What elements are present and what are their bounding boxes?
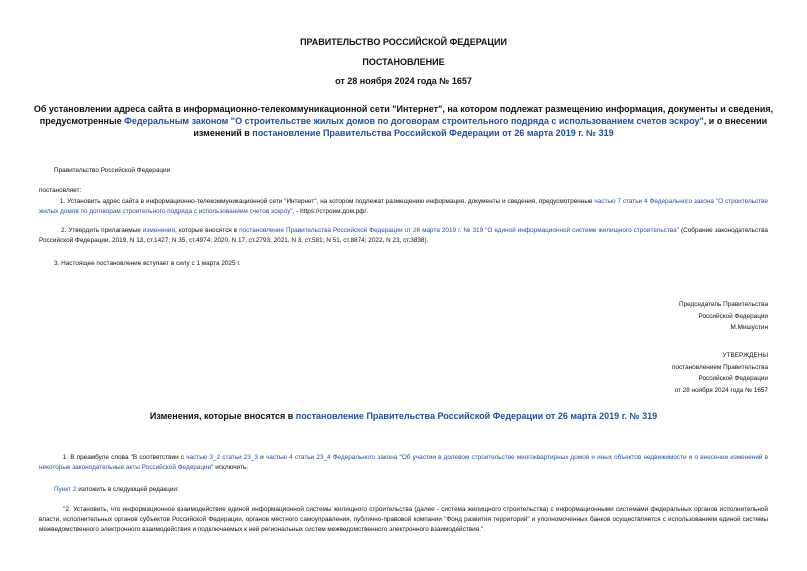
p1-link-law[interactable]: частью 7 статьи 4 Федерального закона "О строительстве жилых домов по договорам строительного подряда с использованием счетов эскроу": [39, 198, 768, 215]
c2-link-item2[interactable]: Пункт 2: [54, 486, 77, 493]
signature-name: М.Мишустин: [730, 324, 768, 331]
government-heading: ПРАВИТЕЛЬСТВО РОССИЙСКОЙ ФЕДЕРАЦИИ: [300, 37, 507, 47]
signature-title: Председатель Правительства: [679, 301, 768, 308]
approved-date: от 28 ноября 2024 года № 1657: [674, 386, 768, 394]
c1-text-a: 1. В преамбуле слова "В соответствии с: [62, 454, 187, 461]
title-link-federal-law[interactable]: Федеральным законом "О строительстве жилых домов по договорам строительного подряда с использованием счетов эскроу": [124, 116, 704, 126]
c1-text-d: " исключить.: [211, 464, 249, 471]
paragraph-3: 3. Настоящее постановление вступает в силу с 1 марта 2025 г.: [54, 260, 241, 267]
approved-by: постановлением Правительства: [672, 363, 768, 371]
document-date: от 28 ноября 2024 года № 1657: [335, 76, 472, 86]
approved-country: Российской Федерации: [698, 375, 768, 382]
approved-block: [672, 350, 768, 396]
title-text-1: Об установлении адреса сайта в информационно-телекоммуникационной сети "Интернет", на котором подлежат размещению информация, документы и сведения, предусмотренные: [33, 104, 774, 126]
c1-link-part3[interactable]: частью 3_2 статьи 23_3: [186, 454, 258, 461]
paragraph-1: [39, 197, 768, 217]
change-2: [54, 485, 179, 495]
changes-title: [0, 411, 807, 421]
paragraph-2: [39, 226, 768, 246]
c1-link-part4[interactable]: частью 4 статьи 23_4 Федерального закона: [265, 454, 398, 461]
approved-label: УТВЕРЖДЕНЫ: [722, 352, 768, 359]
p2-text-a: 2. Утвердить прилагаемые: [60, 227, 143, 234]
p2-link-resolution[interactable]: постановление Правительства Российской Федерации от 26 марта 2019 г. № 319 "О единой информационной системе жилищного строительства": [239, 227, 679, 234]
p2-text-c: (Собрание законодательства Российской Федерации, 2019, N 13, ст.1427; N 35, ст.4974; 2020, N 17, ст.2793; 2021, N 3, ст.581; N 51, ст.8874; 2022, N 23, ст.3838).: [39, 227, 768, 244]
signature-country: Российской Федерации: [698, 312, 768, 320]
government-line: Правительство Российской Федерации: [54, 167, 171, 174]
change-1: [39, 453, 768, 473]
decrees-line: постановляет:: [39, 187, 82, 194]
c1-link-law-title[interactable]: Об участии в долевом строительстве многоквартирных домов и иных объектов недвижимости и о внесении изменений в некоторые законодательные акты Российской Федерации: [39, 454, 769, 471]
title-text-2: , и о внесении изменений в: [193, 116, 768, 138]
changes-title-text: Изменения, которые вносятся в: [149, 411, 296, 421]
p2-text-b: , которые вносятся в: [174, 227, 240, 234]
document-title: [30, 103, 777, 139]
p2-link-changes[interactable]: изменения: [142, 227, 175, 234]
change-3: [39, 505, 768, 535]
c1-text-b: и: [257, 454, 266, 461]
c3-text: "2. Установить, что информационное взаимодействие единой информационной системы жилищного строительства (далее - система жилищного строительства) с информационными системами федеральных органов исполнительной власти, исполнительных органов субъектов Российской Федерации, органов местного самоуправления, публично-правовой компании "Фонд развития территорий" и уполномоченных банков осуществляется с использованием единой системы межведомственного электронного взаимодействия и подключаемых к ней региональных систем межведомственного электронного взаимодействия.".: [39, 506, 768, 533]
changes-title-link[interactable]: постановление Правительства Российской Федерации от 26 марта 2019 г. № 319: [295, 411, 658, 421]
signature-block: [679, 299, 768, 334]
p1-text-a: 1. Установить адрес сайта в информационно-телекоммуникационной сети "Интернет", на котором подлежат размещению информация, документы и сведения, предусмотренные: [59, 198, 595, 205]
p1-text-b: , - https://строим.дом.рф/.: [292, 208, 369, 215]
c2-text: изложить в следующей редакции:: [76, 486, 179, 493]
document-type: ПОСТАНОВЛЕНИЕ: [362, 57, 445, 67]
c1-text-c: ": [397, 454, 402, 461]
title-link-resolution[interactable]: постановление Правительства Российской Федерации от 26 марта 2019 г. № 319: [252, 128, 614, 138]
